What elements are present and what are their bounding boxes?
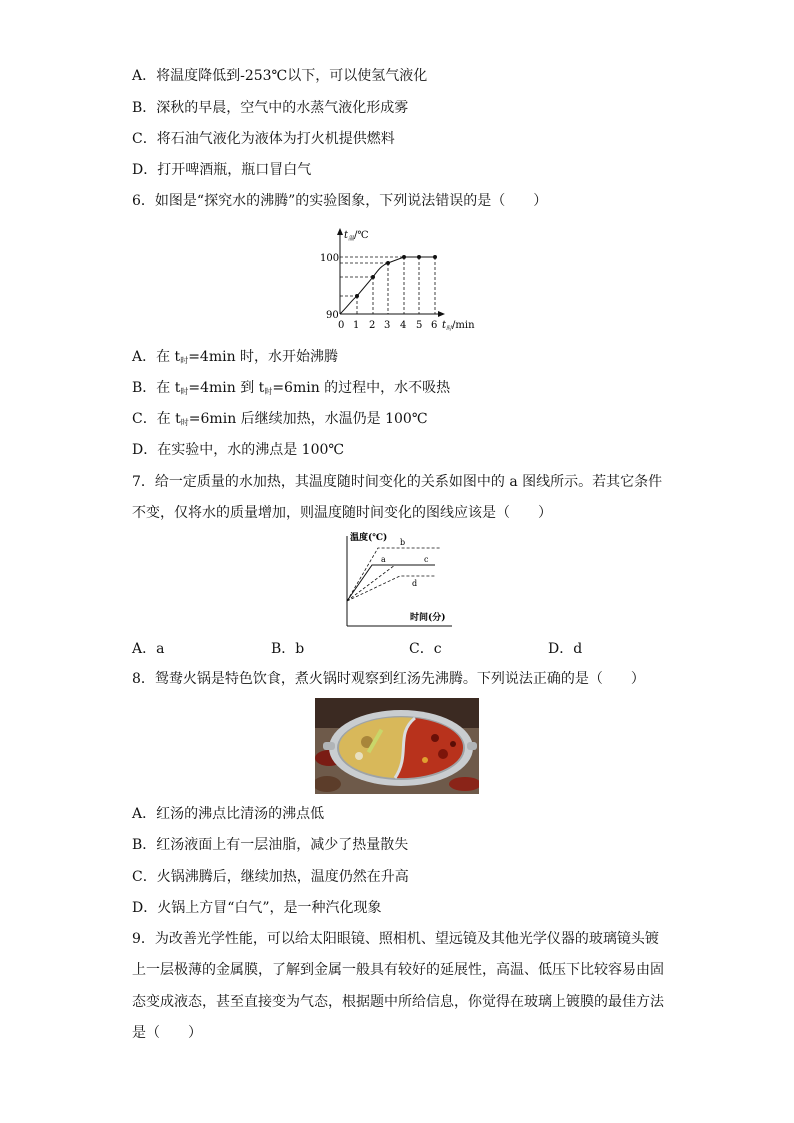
- q6-temperature-curve: [340, 257, 435, 314]
- q8-option-a: A．红汤的沸点比清汤的沸点低: [132, 806, 325, 822]
- q9-stem-line4: 是（ ）: [132, 1025, 202, 1041]
- q6-data-point: [433, 255, 437, 259]
- q7-y-axis-label: 温度(℃): [350, 533, 388, 543]
- q7-label-d: d: [412, 579, 418, 588]
- q7-option-a: A．a: [132, 641, 165, 657]
- q6-data-point: [402, 255, 406, 259]
- q6-option-c: C．在 $t_时=6\min$ 后继续加热，水温仍是 100℃: [132, 411, 428, 427]
- q6-option-a: A．在 $t_时=4\min$ 时，水开始沸腾: [132, 349, 339, 365]
- q7-label-a: a: [381, 555, 386, 564]
- q6-data-point: [417, 255, 421, 259]
- q6-x-tick-0: 0: [338, 320, 345, 331]
- q6-x-tick-4: 4: [400, 320, 407, 331]
- q9-stem-line1: 9．为改善光学性能，可以给太阳眼镜、照相机、望远镜及其他光学仪器的玻璃镜头镀: [132, 931, 659, 947]
- q6-y-tick-90: 90: [326, 310, 339, 321]
- q8-option-d: D．火锅上方冒“白气”，是一种汽化现象: [132, 900, 382, 916]
- q6-x-tick-3: 3: [384, 320, 391, 331]
- q6-data-point: [355, 294, 359, 298]
- q6-data-point: [371, 275, 375, 279]
- q9-stem-line3: 态变成液态，甚至直接变为气态，根据题中所给信息，你觉得在玻璃上镀膜的最佳方法: [132, 994, 664, 1010]
- q6-x-tick-5: 5: [416, 320, 423, 331]
- q5-option-c: C．将石油气液化为液体为打火机提供燃料: [132, 131, 395, 147]
- q7-option-d: D．d: [548, 641, 583, 657]
- q7-option-c: C．c: [409, 641, 442, 657]
- q8-option-c: C．火锅沸腾后，继续加热，温度仍然在升高: [132, 869, 409, 885]
- q7-options: [132, 638, 652, 658]
- q6-stem: 6．如图是“探究水的沸腾”的实验图象，下列说法错误的是（ ）: [132, 193, 548, 209]
- q6-data-point: [386, 261, 390, 265]
- q8-option-b: B．红汤液面上有一层油脂，减少了热量散失: [132, 837, 409, 853]
- q9-stem-line2: 上一层极薄的金属膜，了解到金属一般具有较好的延展性，高温、低压下比较容易由固: [132, 962, 664, 978]
- q7-curve-a: [347, 565, 435, 601]
- q6-x-tick-2: 2: [369, 320, 376, 331]
- hotpot-photo: [315, 698, 479, 794]
- q5-option-a: A．将温度降低到-253℃以下，可以使氢气液化: [132, 68, 428, 84]
- q5-option-b: B．深秋的早晨，空气中的水蒸气液化形成雾: [132, 100, 409, 116]
- q7-stem-line2: 不变，仅将水的质量增加，则温度随时间变化的图线应该是（ ）: [132, 505, 552, 521]
- q7-curve-d: [347, 576, 435, 601]
- q7-curve-c: [347, 565, 435, 601]
- q7-x-axis-label: 时间(分): [410, 613, 446, 623]
- q7-label-b: b: [400, 538, 406, 547]
- q5-option-d: D．打开啤酒瓶，瓶口冒白气: [132, 162, 312, 178]
- q6-boiling-graph: [318, 224, 488, 334]
- q6-option-d: D．在实验中，水的沸点是 100℃: [132, 442, 345, 458]
- q6-y-tick-100: 100: [320, 253, 340, 264]
- q7-heating-graph: [340, 528, 460, 632]
- q6-option-b: B．在 $t_时=4\min$ 到 $t_时=6\min$ 的过程中，水不吸热: [132, 380, 451, 396]
- q7-option-b: B．b: [271, 641, 305, 657]
- q6-x-tick-6: 6: [431, 320, 438, 331]
- q7-label-c: c: [424, 555, 429, 564]
- q7-stem-line1: 7．给一定质量的水加热，其温度随时间变化的关系如图中的 a 图线所示。若其它条件: [132, 474, 663, 490]
- q6-x-tick-1: 1: [353, 320, 360, 331]
- q6-y-axis-label: $t_温/℃$: [344, 230, 369, 242]
- q6-x-axis-label: $t_时/\min$: [442, 320, 475, 332]
- q8-stem: 8．鸳鸯火锅是特色饮食，煮火锅时观察到红汤先沸腾。下列说法正确的是（ ）: [132, 671, 645, 687]
